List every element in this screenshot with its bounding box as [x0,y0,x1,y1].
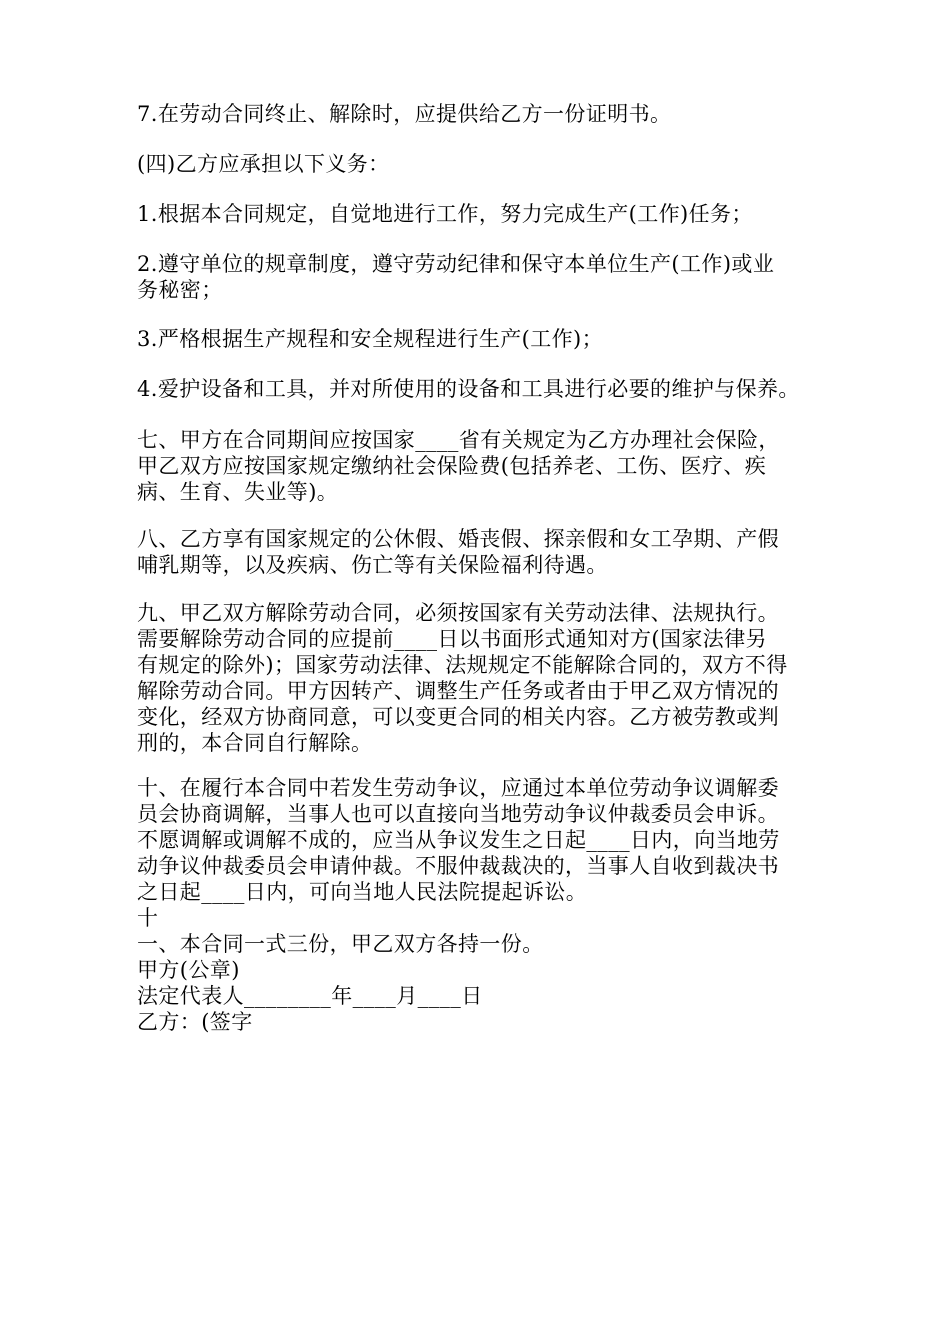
text-line: 刑的，本合同自行解除。 [137,731,373,755]
paragraph-employee-duty-2 [137,251,827,303]
paragraph-employee-duty-4 [137,376,827,402]
text-line: 甲方(公章) [137,958,240,982]
text-line: 不愿调解或调解不成的，应当从争议发生之日起____日内，向当地劳 [137,828,780,852]
text-line: 十 [137,906,159,930]
text-line: 动争议仲裁委员会申请仲裁。不服仲裁裁决的，当事人自收到裁决书 [137,854,779,878]
paragraph-clause-7-social-insurance [137,427,827,505]
text-line: 有规定的除外)；国家劳动法律、法规规定不能解除合同的，双方不得 [137,653,788,677]
paragraph-clause-8-leave-benefits [137,526,827,578]
text-line: 甲乙双方应按国家规定缴纳社会保险费(包括养老、工伤、医疗、疾 [137,454,767,478]
text-line: 3.严格根据生产规程和安全规程进行生产(工作)； [137,327,604,351]
text-line: 十、在履行本合同中若发生劳动争议，应通过本单位劳动争议调解委 [137,776,779,800]
text-line: 7.在劳动合同终止、解除时，应提供给乙方一份证明书。 [137,102,672,126]
paragraph-employee-duty-3 [137,326,827,352]
text-line: 员会协商调解，当事人也可以直接向当地劳动争议仲裁委员会申诉。 [137,802,779,826]
text-line: 哺乳期等，以及疾病、伤亡等有关保险福利待遇。 [137,553,608,577]
text-line: 七、甲方在合同期间应按国家____省有关规定为乙方办理社会保险， [137,428,780,452]
text-line: (四)乙方应承担以下义务： [137,152,390,176]
text-line: 需要解除劳动合同的应提前____日以书面形式通知对方(国家法律另 [137,627,767,651]
text-line: 之日起____日内，可向当地人民法院提起诉讼。 [137,880,588,904]
text-line: 2.遵守单位的规章制度，遵守劳动纪律和保守本单位生产(工作)或业 [137,252,775,276]
paragraph-employer-duty-7 [137,101,827,127]
text-line: 乙方：(签字 [137,1010,253,1034]
text-line: 九、甲乙双方解除劳动合同，必须按国家有关劳动法律、法规执行。 [137,601,779,625]
text-line: 4.爱护设备和工具，并对所使用的设备和工具进行必要的维护与保养。 [137,377,800,401]
paragraph-clause-10-disputes-and-signatures [137,775,827,1035]
text-line: 1.根据本合同规定，自觉地进行工作，努力完成生产(工作)任务； [137,202,753,226]
text-line: 病、生育、失业等)。 [137,480,339,504]
text-line: 法定代表人________年____月____日 [137,984,483,1008]
paragraph-employee-duty-1 [137,201,827,227]
text-line: 变化，经双方协商同意，可以变更合同的相关内容。乙方被劳教或判 [137,705,779,729]
text-line: 务秘密； [137,278,223,302]
text-line: 解除劳动合同。甲方因转产、调整生产任务或者由于甲乙双方情况的 [137,679,779,703]
text-line: 八、乙方享有国家规定的公休假、婚丧假、探亲假和女工孕期、产假 [137,527,779,551]
paragraph-clause-9-termination [137,600,827,756]
text-line: 一、本合同一式三份，甲乙双方各持一份。 [137,932,544,956]
paragraph-employee-duties-heading [137,151,827,177]
